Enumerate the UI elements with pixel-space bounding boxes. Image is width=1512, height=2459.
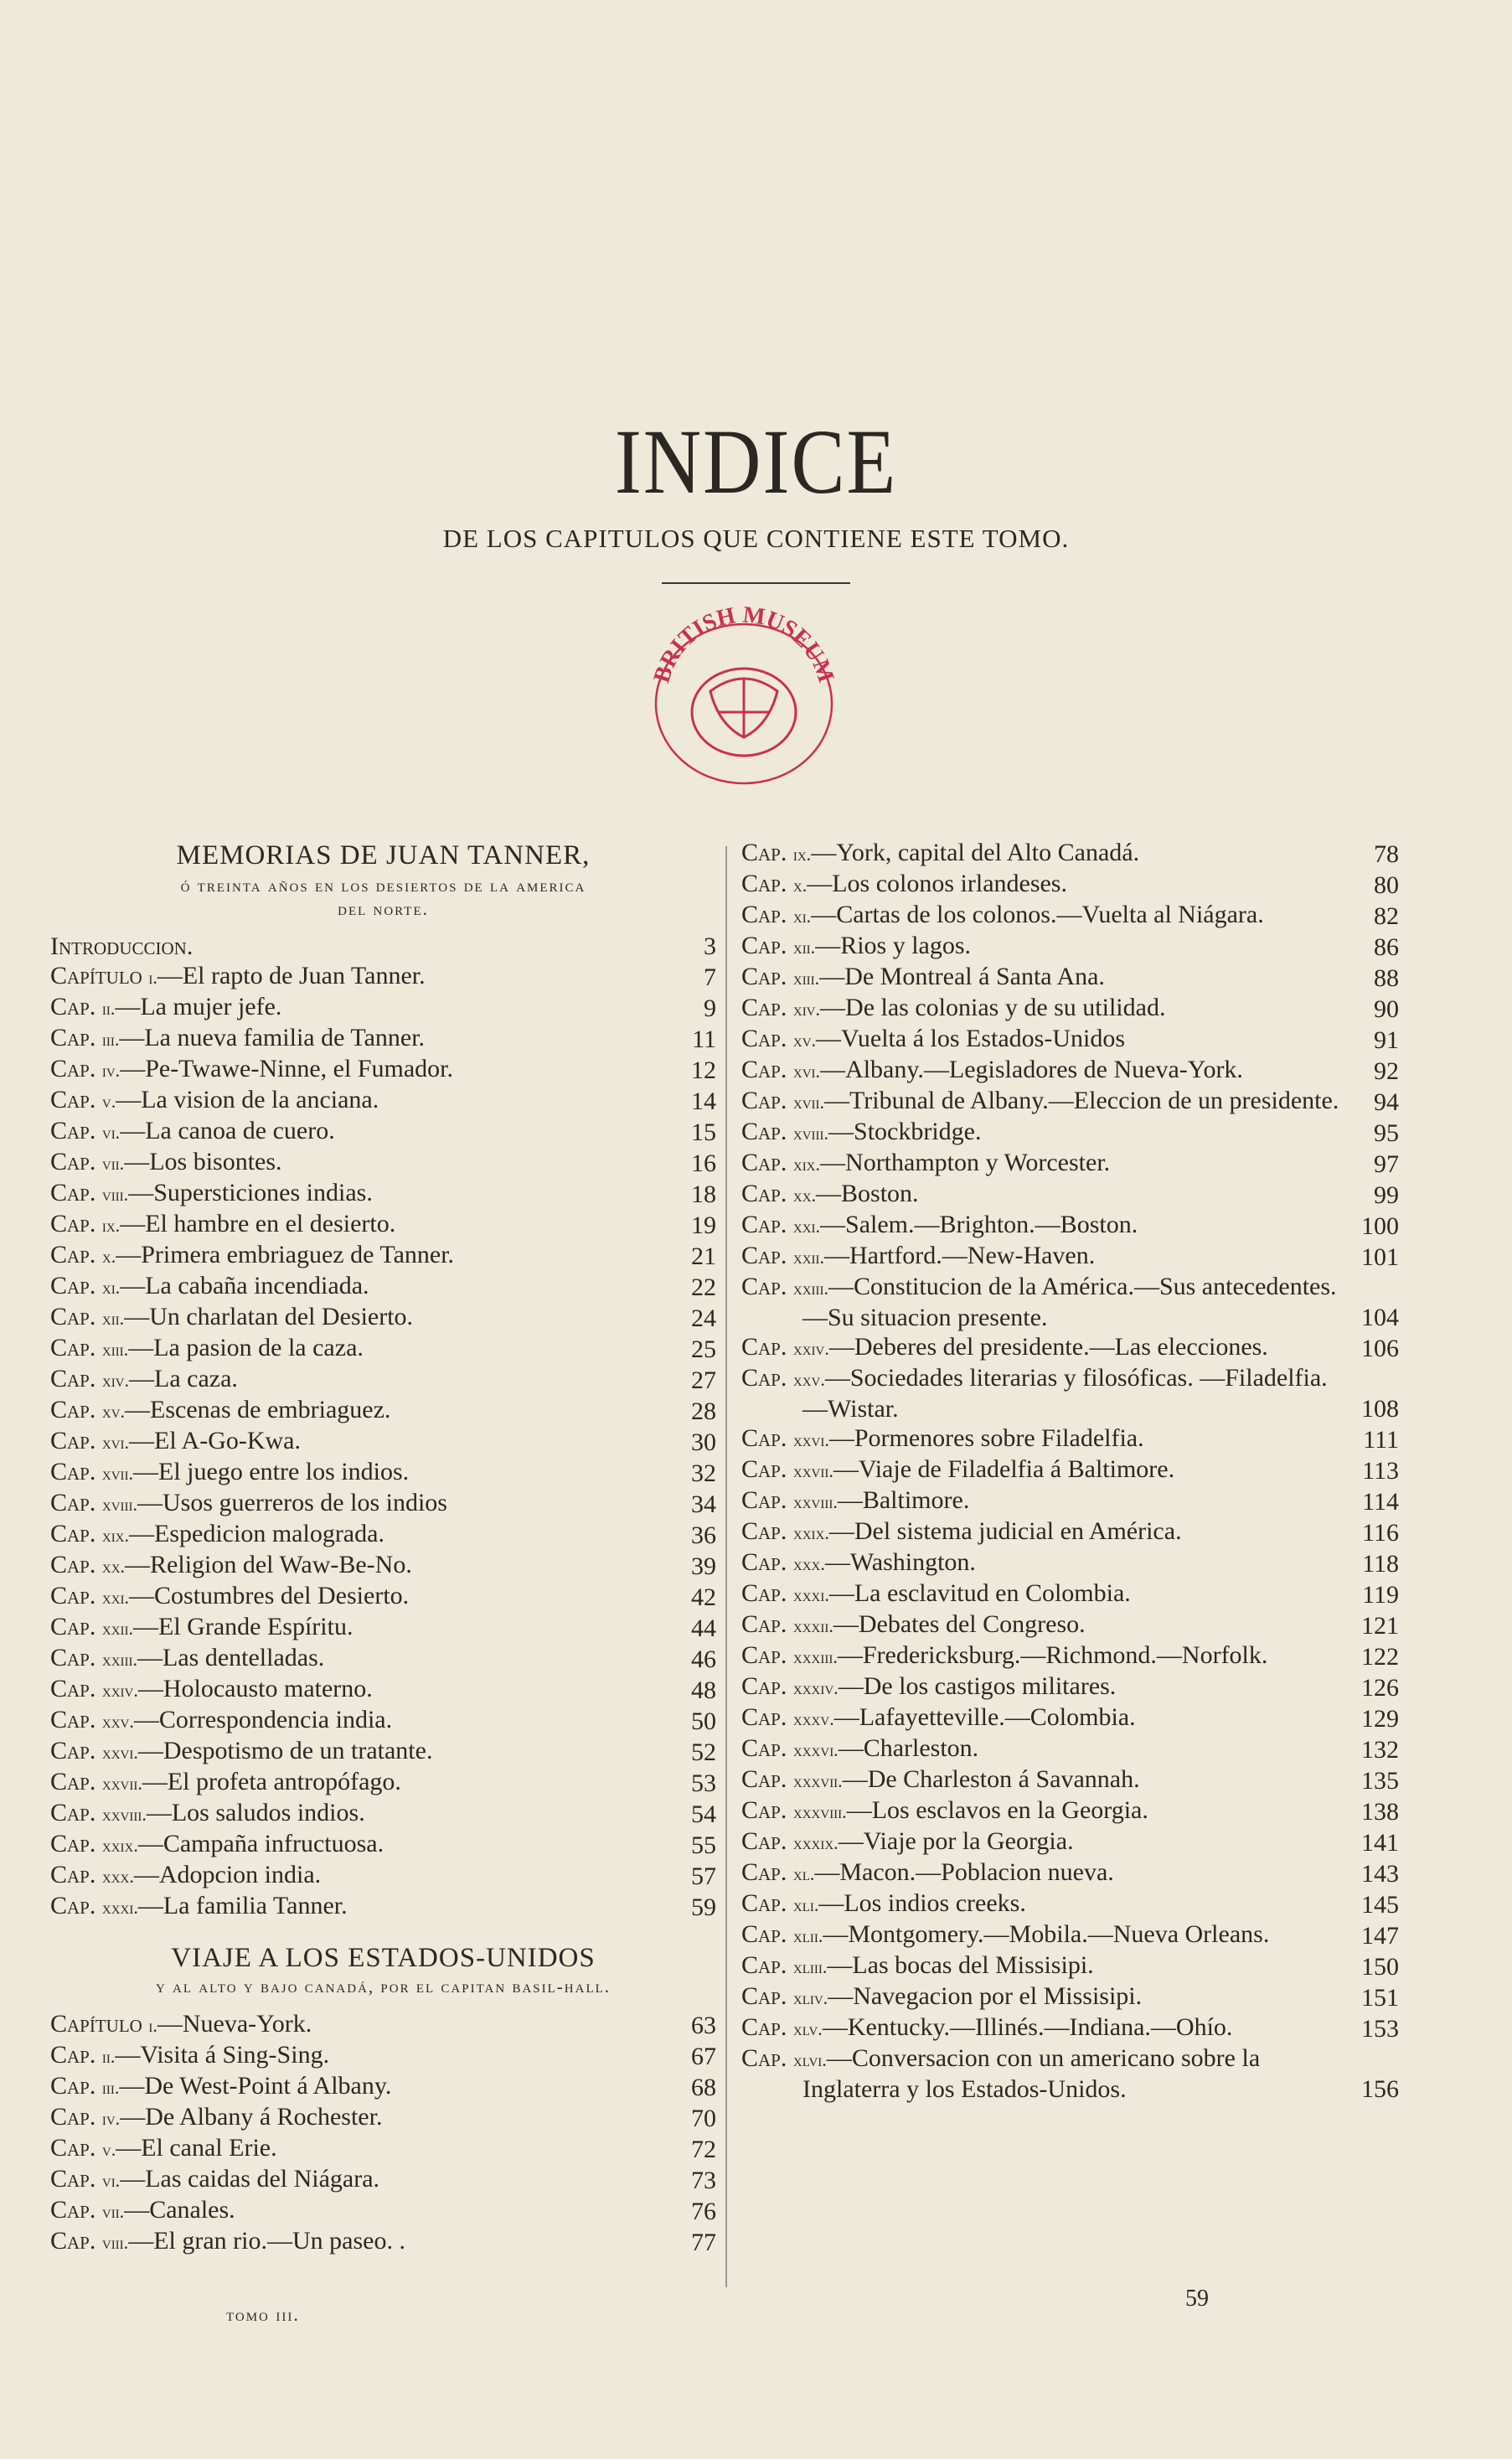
- museum-stamp: [618, 586, 870, 796]
- page-number: 73: [691, 2167, 716, 2194]
- page-number: 21: [691, 1242, 716, 1270]
- page-number: 108: [1361, 1395, 1399, 1423]
- toc-entry: [50, 1457, 716, 1488]
- page-number: 42: [691, 1583, 716, 1611]
- toc-entry: [50, 1643, 716, 1674]
- chapter-title: Cap. xvi.—Albany.—Legisladores de Nueva-York.: [741, 1056, 1243, 1083]
- toc-entry: [50, 1519, 716, 1550]
- chapter-title: Cap. xv.—Escenas de embriaguez.: [50, 1396, 391, 1423]
- toc-entry: [50, 1302, 716, 1333]
- column-divider: [725, 846, 727, 2287]
- chapter-title: Cap. xxix.—Campaña infructuosa.: [50, 1830, 384, 1857]
- toc-entry: [741, 1888, 1399, 1919]
- toc-entry: [50, 2071, 716, 2102]
- toc-entry: [50, 1829, 716, 1860]
- page-number: 104: [1361, 1304, 1399, 1331]
- toc-entry: [50, 1178, 716, 1209]
- toc-entry: [741, 1547, 1399, 1578]
- page-number: 143: [1361, 1860, 1399, 1888]
- page-number: 92: [1374, 1057, 1399, 1085]
- chapter-title: Cap. xxvii.—Viaje de Filadelfia á Baltimore.: [741, 1455, 1175, 1483]
- toc-list: [741, 838, 1399, 2104]
- page-signature: 59: [1185, 2286, 1209, 2312]
- page-number: 24: [691, 1304, 716, 1332]
- page-number: 126: [1361, 1674, 1399, 1702]
- chapter-title: Cap. xxxvi.—Charleston.: [741, 1734, 979, 1762]
- chapter-title: Cap. xxviii.—Baltimore.: [741, 1486, 970, 1514]
- chapter-title: Cap. xxxix.—Viaje por la Georgia.: [741, 1827, 1074, 1855]
- page-number: 59: [691, 1893, 716, 1921]
- volume-signature: tomo iii.: [226, 2304, 300, 2325]
- toc-entry: [741, 1981, 1399, 2012]
- page-number: 70: [691, 2105, 716, 2132]
- page-number: 95: [1374, 1119, 1399, 1147]
- chapter-title: Cap. v.—El canal Erie.: [50, 2134, 277, 2162]
- page-number: 11: [692, 1025, 716, 1053]
- chapter-title: Cap. xi.—Cartas de los colonos.—Vuelta al Niágara.: [741, 901, 1264, 928]
- chapter-title: Cap. x.—Primera embriaguez de Tanner.: [50, 1241, 455, 1268]
- toc-entry: [741, 1454, 1399, 1485]
- toc-entry: [50, 2133, 716, 2164]
- chapter-title: Cap. xvii.—Tribunal de Albany.—Eleccion de un presidente.: [741, 1087, 1339, 1114]
- toc-entry: [741, 1210, 1399, 1241]
- toc-entry: [741, 1950, 1399, 1981]
- page-subtitle: DE LOS CAPITULOS QUE CONTIENE ESTE TOMO.: [442, 524, 1070, 553]
- toc-entry: [741, 1055, 1399, 1086]
- page-number: 147: [1361, 1922, 1399, 1950]
- chapter-title: Cap. xxviii.—Los saludos indios.: [50, 1799, 365, 1826]
- toc-entry: [741, 1086, 1399, 1117]
- chapter-title: Cap. xxi.—Costumbres del Desierto.: [50, 1582, 410, 1609]
- chapter-title: Cap. xvii.—El juego entre los indios.: [50, 1458, 410, 1485]
- page-number: 101: [1361, 1243, 1399, 1271]
- section-subtitle: y al alto y bajo canadá, por el capitan basil-hall.: [155, 1976, 612, 1997]
- chapter-title: Cap. xxxi.—La familia Tanner.: [50, 1892, 348, 1919]
- page-number: 116: [1362, 1519, 1399, 1547]
- toc-entry: [741, 1702, 1399, 1733]
- page-number: 141: [1361, 1829, 1399, 1857]
- toc-entry: [741, 838, 1399, 869]
- page-number: 94: [1374, 1088, 1399, 1116]
- toc-list: [50, 961, 716, 1922]
- chapter-title: Cap. iv.—Pe-Twawe-Ninne, el Fumador.: [50, 1055, 453, 1082]
- page-number: 150: [1361, 1953, 1399, 1981]
- page-number: 32: [691, 1459, 716, 1487]
- page-number: 52: [691, 1738, 716, 1766]
- chapter-title: Cap. xvi.—El A-Go-Kwa.: [50, 1427, 301, 1454]
- page-number: 34: [691, 1490, 716, 1518]
- toc-entry: [50, 2009, 716, 2040]
- toc-entry: [741, 1272, 1399, 1332]
- chapter-title: Cap. xii.—Rios y lagos.: [741, 932, 972, 959]
- chapter-title: Cap. x.—Los colonos irlandeses.: [741, 870, 1067, 897]
- toc-entry: [50, 1426, 716, 1457]
- chapter-title: Cap. xlvi.—Conversacion con un americano sobre la Inglaterra y los Estados-Unidos.: [741, 2044, 1261, 2103]
- chapter-title: Cap. xxiv.—Holocausto materno.: [50, 1675, 373, 1702]
- chapter-title: Cap. xxiii.—Las dentelladas.: [50, 1644, 325, 1671]
- page-number: 68: [691, 2074, 716, 2101]
- page-number: 36: [691, 1521, 716, 1549]
- page-number: 113: [1362, 1457, 1399, 1485]
- chapter-title: Cap. xliii.—Las bocas del Missisipi.: [741, 1951, 1094, 1979]
- chapter-title: Cap. xviii.—Stockbridge.: [741, 1118, 982, 1145]
- chapter-title: Cap. ii.—La mujer jefe.: [50, 993, 282, 1020]
- page-number: 90: [1374, 995, 1399, 1023]
- chapter-title: Cap. xiii.—De Montreal á Santa Ana.: [741, 963, 1105, 990]
- page-number: 156: [1361, 2075, 1399, 2103]
- page-number: 111: [1363, 1426, 1399, 1454]
- toc-entry: [741, 1733, 1399, 1764]
- toc-entry: [50, 1860, 716, 1891]
- page-number: 132: [1361, 1736, 1399, 1764]
- page-number: 82: [1374, 902, 1399, 930]
- page-title: INDICE: [614, 409, 898, 514]
- chapter-title: Cap. iv.—De Albany á Rochester.: [50, 2103, 383, 2131]
- page-number: 57: [691, 1862, 716, 1890]
- chapter-title: Cap. xl.—Macon.—Poblacion nueva.: [741, 1858, 1114, 1886]
- toc-entry: [50, 2226, 716, 2257]
- chapter-title: Cap. vi.—Las caidas del Niágara.: [50, 2165, 380, 2193]
- toc-entry: [50, 1581, 716, 1612]
- section-subtitle: ó treinta años en los desiertos de la america: [180, 876, 586, 896]
- chapter-title: Cap. xli.—Los indios creeks.: [741, 1889, 1026, 1917]
- toc-entry: [741, 1179, 1399, 1210]
- page-number: 129: [1361, 1705, 1399, 1733]
- toc-entry: [741, 1640, 1399, 1671]
- chapter-title: Cap. xix.—Espedicion malograda.: [50, 1520, 384, 1547]
- section-title: MEMORIAS DE JUAN TANNER,: [176, 840, 591, 870]
- left-column: [50, 838, 716, 2257]
- toc-entry: [741, 962, 1399, 993]
- chapter-title: Cap. xxv.—Sociedades literarias y filosóficas. —Filadelfia.—Wistar.: [741, 1364, 1328, 1423]
- page-number: 48: [691, 1676, 716, 1704]
- chapter-title: Cap. xxix.—Del sistema judicial en América.: [741, 1517, 1182, 1545]
- chapter-title: Cap. xxvi.—Pormenores sobre Filadelfia.: [741, 1424, 1144, 1452]
- page-number: 16: [691, 1149, 716, 1177]
- toc-entry: [50, 1147, 716, 1178]
- page-number: 30: [691, 1428, 716, 1456]
- chapter-title: Cap. vi.—La canoa de cuero.: [50, 1117, 335, 1144]
- page-number: 72: [691, 2136, 716, 2163]
- chapter-title: Cap. xi.—La cabaña incendiada.: [50, 1272, 369, 1299]
- toc-entry: [50, 1705, 716, 1736]
- page-number: 76: [691, 2198, 716, 2225]
- page-number: 91: [1374, 1026, 1399, 1054]
- page-number: 15: [691, 1118, 716, 1146]
- chapter-title: Cap. viii.—El gran rio.—Un paseo. .: [50, 2227, 405, 2255]
- page-number: 100: [1361, 1212, 1399, 1240]
- chapter-title: Cap. ix.—El hambre en el desierto.: [50, 1210, 396, 1237]
- chapter-title: Cap. xxvi.—Despotismo de un tratante.: [50, 1737, 433, 1764]
- page-number: 122: [1361, 1643, 1399, 1671]
- chapter-title: Cap. xlii.—Montgomery.—Mobila.—Nueva Orleans.: [741, 1920, 1270, 1948]
- toc-entry: [741, 1795, 1399, 1826]
- page-number: 46: [691, 1645, 716, 1673]
- toc-entry: [50, 1612, 716, 1643]
- chapter-title: Cap. viii.—Supersticiones indias.: [50, 1179, 373, 1206]
- toc-entry: [741, 1857, 1399, 1888]
- chapter-title: Cap. xxxii.—Debates del Congreso.: [741, 1610, 1086, 1638]
- chapter-title: Cap. vii.—Canales.: [50, 2196, 235, 2224]
- chapter-title: Cap. xxxv.—Lafayetteville.—Colombia.: [741, 1703, 1136, 1731]
- chapter-title: Cap. xx.—Religion del Waw-Be-No.: [50, 1551, 412, 1578]
- chapter-title: Cap. iii.—La nueva familia de Tanner.: [50, 1024, 426, 1051]
- page-number: 63: [691, 2012, 716, 2039]
- toc-entry: [741, 993, 1399, 1024]
- page-number: 99: [1374, 1181, 1399, 1209]
- chapter-title: Cap. xx.—Boston.: [741, 1180, 919, 1207]
- toc-entry: [50, 1364, 716, 1395]
- chapter-title: Cap. xlv.—Kentucky.—Illinés.—Indiana.—Ohío.: [741, 2013, 1233, 2041]
- page-number: 7: [704, 963, 716, 991]
- toc-entry: [50, 2040, 716, 2071]
- right-column: [741, 838, 1399, 2104]
- page-number: 80: [1374, 871, 1399, 899]
- chapter-title: Cap. xxv.—Correspondencia india.: [50, 1706, 393, 1733]
- toc-entry: [50, 1240, 716, 1271]
- svg-text:BRITISH MUSEUM: BRITISH MUSEUM: [648, 602, 839, 686]
- toc-entry: [741, 1117, 1399, 1148]
- page-number: 78: [1374, 840, 1399, 868]
- page-number: 55: [691, 1831, 716, 1859]
- page-number: 3: [704, 932, 716, 960]
- page-number: 19: [691, 1211, 716, 1239]
- toc-entry-introduccion: Introduccion. 3: [50, 932, 716, 960]
- chapter-title: Cap. xiv.—De las colonias y de su utilidad.: [741, 994, 1166, 1021]
- toc-entry: [741, 1485, 1399, 1516]
- chapter-title: Capítulo i.—Nueva-York.: [50, 2010, 312, 2038]
- chapter-title: Cap. xxx.—Washington.: [741, 1548, 976, 1576]
- page-number: 14: [691, 1087, 716, 1115]
- toc-entry: [741, 1609, 1399, 1640]
- chapter-title: Cap. xiv.—La caza.: [50, 1365, 238, 1392]
- section-subtitle: del norte.: [338, 899, 429, 919]
- toc-entry: [50, 1023, 716, 1054]
- chapter-title: Cap. xxxiii.—Fredericksburg.—Richmond.—Norfolk.: [741, 1641, 1268, 1669]
- toc-entry: [741, 900, 1399, 931]
- page-number: 54: [691, 1800, 716, 1828]
- toc-entry: [50, 992, 716, 1023]
- toc-entry: [741, 1764, 1399, 1795]
- chapter-title: Cap. ii.—Visita á Sing-Sing.: [50, 2041, 330, 2069]
- chapter-title: Cap. xv.—Vuelta á los Estados-Unidos: [741, 1025, 1126, 1052]
- page-number: 67: [691, 2043, 716, 2070]
- page-number: 114: [1362, 1488, 1399, 1516]
- page-number: 53: [691, 1769, 716, 1797]
- toc-entry: [741, 1671, 1399, 1702]
- page-number: 28: [691, 1397, 716, 1425]
- toc-entry: [50, 1271, 716, 1302]
- page-number: 106: [1361, 1335, 1399, 1362]
- toc-entry: [741, 1024, 1399, 1055]
- chapter-title: Cap. xxii.—Hartford.—New-Haven.: [741, 1242, 1096, 1269]
- toc-entry: [50, 961, 716, 992]
- chapter-title: Capítulo i.—El rapto de Juan Tanner.: [50, 962, 426, 989]
- toc-entry: [50, 1736, 716, 1767]
- toc-entry: [741, 1148, 1399, 1179]
- page-number: 153: [1361, 2015, 1399, 2043]
- chapter-title: Cap. xxxvii.—De Charleston á Savannah.: [741, 1765, 1140, 1793]
- chapter-title: Cap. iii.—De West-Point á Albany.: [50, 2072, 392, 2100]
- toc-entry: [50, 1333, 716, 1364]
- chapter-title: Cap. xiii.—La pasion de la caza.: [50, 1334, 364, 1361]
- page-number: 88: [1374, 964, 1399, 992]
- chapter-title: Cap. v.—La vision de la anciana.: [50, 1086, 379, 1113]
- toc-entry: [50, 1550, 716, 1581]
- chapter-title: Cap. xxxviii.—Los esclavos en la Georgia.: [741, 1796, 1148, 1824]
- page-number: 138: [1361, 1798, 1399, 1826]
- toc-entry: [741, 869, 1399, 900]
- chapter-title: Cap. vii.—Los bisontes.: [50, 1148, 282, 1175]
- toc-entry: [741, 1826, 1399, 1857]
- page-number: 77: [691, 2229, 716, 2256]
- toc-entry: [741, 1363, 1399, 1423]
- page-number: 27: [691, 1366, 716, 1394]
- page-number: 135: [1361, 1767, 1399, 1795]
- toc-entry: [741, 1516, 1399, 1547]
- toc-entry: [741, 1241, 1399, 1272]
- toc-entry: [741, 2012, 1399, 2043]
- chapter-title: Cap. xix.—Northampton y Worcester.: [741, 1149, 1111, 1176]
- page-number: 50: [691, 1707, 716, 1735]
- page-number: 18: [691, 1180, 716, 1208]
- chapter-title: Cap. xxvii.—El profeta antropófago.: [50, 1768, 401, 1795]
- chapter-title: Cap. xviii.—Usos guerreros de los indios: [50, 1489, 447, 1516]
- toc-entry: [741, 931, 1399, 962]
- page-number: 22: [691, 1273, 716, 1301]
- chapter-title: Cap. xxii.—El Grande Espíritu.: [50, 1613, 353, 1640]
- chapter-title: Cap. xxxi.—La esclavitud en Colombia.: [741, 1579, 1131, 1607]
- toc-entry: [50, 1891, 716, 1922]
- section-title: VIAJE A LOS ESTADOS-UNIDOS: [171, 1943, 596, 1973]
- toc-list: [50, 2009, 716, 2257]
- page-number: 121: [1361, 1612, 1399, 1640]
- chapter-title: Cap. xii.—Un charlatan del Desierto.: [50, 1303, 414, 1330]
- toc-entry: [50, 1767, 716, 1798]
- toc-entry: [741, 1919, 1399, 1950]
- chapter-title: Cap. ix.—York, capital del Alto Canadá.: [741, 839, 1140, 866]
- toc-entry: [50, 2102, 716, 2133]
- page-number: 86: [1374, 933, 1399, 961]
- page-number: 118: [1362, 1550, 1399, 1578]
- toc-entry: [50, 2195, 716, 2226]
- toc-entry: [741, 1332, 1399, 1363]
- toc-entry: [50, 1798, 716, 1829]
- page-number: 97: [1374, 1150, 1399, 1178]
- page-number: 44: [691, 1614, 716, 1642]
- toc-entry: [50, 1209, 716, 1240]
- page-number: 9: [704, 994, 716, 1022]
- toc-entry: [50, 1395, 716, 1426]
- chapter-title: Cap. xxx.—Adopcion india.: [50, 1861, 322, 1888]
- toc-entry: [50, 1488, 716, 1519]
- page-number: 25: [691, 1335, 716, 1363]
- chapter-title: Cap. xxiv.—Deberes del presidente.—Las elecciones.: [741, 1333, 1268, 1361]
- page-number: 145: [1361, 1891, 1399, 1919]
- toc-entry: [50, 2164, 716, 2195]
- toc-entry: [50, 1674, 716, 1705]
- toc-entry: [50, 1085, 716, 1116]
- chapter-title: Cap. xxiii.—Constitucion de la América.—Sus antecedentes.—Su situacion presente.: [741, 1273, 1337, 1331]
- page-number: 39: [691, 1552, 716, 1580]
- chapter-title: Cap. xxi.—Salem.—Brighton.—Boston.: [741, 1211, 1138, 1238]
- page-number: 151: [1361, 1984, 1399, 2012]
- toc-entry: [741, 2043, 1399, 2104]
- toc-entry: [741, 1578, 1399, 1609]
- page-number: 12: [691, 1056, 716, 1084]
- toc-entry: [50, 1054, 716, 1085]
- chapter-title: Cap. xxxiv.—De los castigos militares.: [741, 1672, 1117, 1700]
- toc-entry: [50, 1116, 716, 1147]
- chapter-title: Cap. xliv.—Navegacion por el Missisipi.: [741, 1982, 1143, 2010]
- toc-entry: [741, 1423, 1399, 1454]
- title-rule: [662, 582, 850, 584]
- page-number: 119: [1362, 1581, 1399, 1609]
